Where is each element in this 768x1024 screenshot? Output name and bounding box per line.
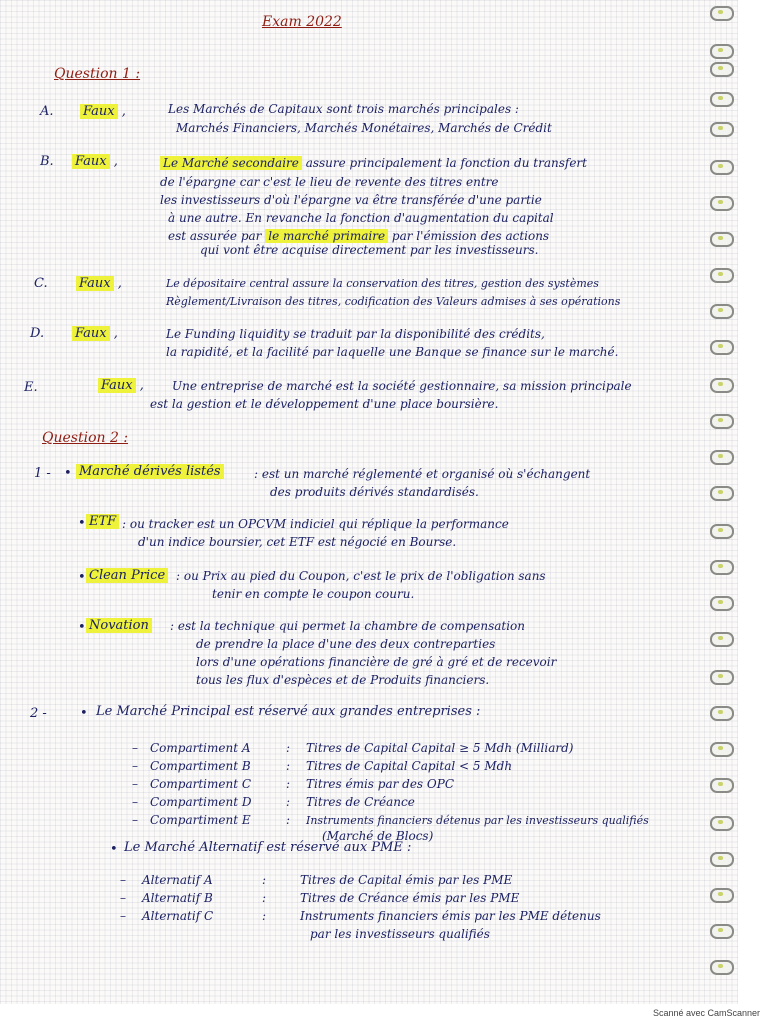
compartment-dash: – [132,795,138,809]
term-bullet: • [78,516,86,531]
highlight-marche-primaire: le marché primaire [265,229,388,243]
item-c-answer-text: Faux [76,276,114,291]
compartment-dash: – [132,741,138,755]
binding-ring [710,778,734,793]
compartment-sep: : [286,777,291,791]
term-text: Novation [86,618,152,633]
item-e-answer: Faux , [98,378,144,394]
compartment-e-extra: (Marché de Blocs) [322,829,434,843]
term-bullet: • [78,620,86,635]
binding-ring [710,340,734,355]
binding-ring [710,486,734,501]
term-text: Marché dérivés listés [76,464,224,479]
alternatif-desc: Titres de Créance émis par les PME [300,891,520,905]
binding-ring [710,160,734,175]
marche-alternatif-heading: Le Marché Alternatif est réservé aux PME : [124,840,412,855]
item-a-letter: A. [40,104,54,119]
binding-ring [710,852,734,867]
alternatif-dash: – [120,873,126,887]
term-novation-line: tous les flux d'espèces et de Produits financiers. [196,673,490,687]
alternatif-name: Alternatif A [142,873,213,887]
term-novation-line: de prendre la place d'une des deux contreparties [196,637,496,651]
item-c-answer: Faux , [76,276,122,292]
item-b-answer-text: Faux [72,154,110,169]
marche-principal-heading: Le Marché Principal est réservé aux grandes entreprises : [96,704,481,719]
question-1-heading: Question 1 : [54,66,141,82]
item-b-line: à une autre. En revanche la fonction d'augmentation du capital [168,211,554,225]
item-c-letter: C. [34,276,48,291]
term-text: Clean Price [86,568,168,583]
term-clean-price-line: tenir en compte le coupon couru. [212,587,415,601]
item-e-letter: E. [24,380,38,395]
binding-ring [710,304,734,319]
item-a-answer: Faux , [80,104,126,120]
term-clean-price-line: : ou Prix au pied du Coupon, c'est le prix de l'obligation sans [176,569,546,583]
item-b-line-5-pre: est assurée par [168,229,266,243]
binding-ring [710,632,734,647]
item-d-answer: Faux , [72,326,118,342]
binding-ring [710,888,734,903]
term-text: ETF [86,514,119,529]
item-c-line: Le dépositaire central assure la conservation des titres, gestion des systèmes [166,277,599,290]
binding-ring [710,670,734,685]
alternatif-sep: : [262,891,267,905]
item-b-letter: B. [40,154,54,169]
binding-ring [710,92,734,107]
spiral-binding [704,0,734,1004]
compartment-dash: – [132,777,138,791]
binding-ring [710,706,734,721]
item-d-line: la rapidité, et la facilité par laquelle une Banque se finance sur le marché. [166,345,619,359]
page-title: Exam 2022 [262,14,342,30]
alternatif-name: Alternatif B [142,891,213,905]
binding-ring [710,596,734,611]
alternatif-dash: – [120,909,126,923]
compartment-desc: Titres de Créance [306,795,415,809]
item-a-answer-text: Faux [80,104,118,119]
item-b-line: qui vont être acquise directement par les investisseurs. [200,243,539,257]
part-2-bullet: • [80,706,88,721]
binding-ring [710,196,734,211]
binding-ring [710,414,734,429]
binding-ring [710,960,734,975]
part-1-line: des produits dérivés standardisés. [270,485,479,499]
item-b-line-1 [160,155,587,171]
question-2-heading: Question 2 : [42,430,129,446]
compartment-sep: : [286,759,291,773]
compartment-desc: Titres de Capital Capital ≥ 5 Mdh (Milliard) [306,741,574,755]
item-b-line: les investisseurs d'où l'épargne va être transférée d'une partie [160,193,542,207]
item-b-answer: Faux , [72,154,118,170]
binding-ring [710,122,734,137]
binding-ring [710,378,734,393]
term-clean-price [86,568,168,584]
binding-ring [710,560,734,575]
compartment-name: Compartiment A [150,741,251,755]
compartment-sep: : [286,795,291,809]
item-e-line: est la gestion et le développement d'une place boursière. [150,397,499,411]
alternatif-sep: : [262,873,267,887]
binding-ring [710,44,734,59]
alternatif-dash: – [120,891,126,905]
item-c-line: Règlement/Livraison des titres, codification des Valeurs admises à ses opérations [166,295,621,308]
term-novation-line: lors d'une opérations financière de gré à gré et de recevoir [196,655,557,669]
alternatif-desc: Instruments financiers émis par les PME détenus [300,909,601,923]
term-novation [86,618,152,634]
item-b-line: de l'épargne car c'est le lieu de revente des titres entre [160,175,499,189]
compartment-name: Compartiment C [150,777,252,791]
compartment-sep: : [286,741,291,755]
compartment-name: Compartiment B [150,759,251,773]
item-a-line: Marchés Financiers, Marchés Monétaires, Marchés de Crédit [176,121,552,135]
alternatif-c-extra: par les investisseurs qualifiés [310,927,490,941]
term-novation-line: : est la technique qui permet la chambre de compensation [170,619,526,633]
compartment-name: Compartiment E [150,813,251,827]
binding-ring [710,924,734,939]
alternatif-desc: Titres de Capital émis par les PME [300,873,513,887]
item-d-answer-text: Faux [72,326,110,341]
binding-ring [710,742,734,757]
compartment-sep: : [286,813,291,827]
highlight-marche-secondaire: Le Marché secondaire [160,156,302,170]
item-d-line: Le Funding liquidity se traduit par la disponibilité des crédits, [166,327,545,341]
part-2-number: 2 - [30,706,47,721]
alternatif-sep: : [262,909,267,923]
binding-ring [710,62,734,77]
term-etf-line: : ou tracker est un OPCVM indiciel qui réplique la performance [122,517,509,531]
compartment-dash: – [132,813,138,827]
binding-ring [710,524,734,539]
alternatif-name: Alternatif C [142,909,214,923]
part-1-line: : est un marché réglementé et organisé où s'échangent [254,467,591,481]
scanner-watermark: Scanné avec CamScanner [652,1008,760,1018]
compartment-desc: Titres de Capital Capital < 5 Mdh [306,759,513,773]
part-1-number: 1 - [34,466,51,481]
item-a-line: Les Marchés de Capitaux sont trois marchés principales : [168,102,519,116]
compartment-desc: Instruments financiers détenus par les investisseurs qualifiés [306,814,649,827]
item-b-line-1-rest: assure principalement la fonction du transfert [301,156,587,170]
binding-ring [710,450,734,465]
part-1-bullet: • [64,466,72,481]
item-e-line: Une entreprise de marché est la société gestionnaire, sa mission principale [172,379,632,393]
binding-ring [710,268,734,283]
term-etf-line: d'un indice boursier, cet ETF est négocié en Bourse. [138,535,457,549]
item-e-answer-text: Faux [98,378,136,393]
binding-ring [710,232,734,247]
item-b-line-5-post: par l'émission des actions [388,229,550,243]
compartment-dash: – [132,759,138,773]
term-marche-derives-listes [76,464,224,480]
binding-ring [710,6,734,21]
binding-ring [710,816,734,831]
compartment-name: Compartiment D [150,795,252,809]
alternatif-bullet: • [110,842,118,857]
term-bullet: • [78,570,86,585]
term-etf [86,514,119,530]
compartment-desc: Titres émis par des OPC [306,777,455,791]
item-d-letter: D. [30,326,45,341]
